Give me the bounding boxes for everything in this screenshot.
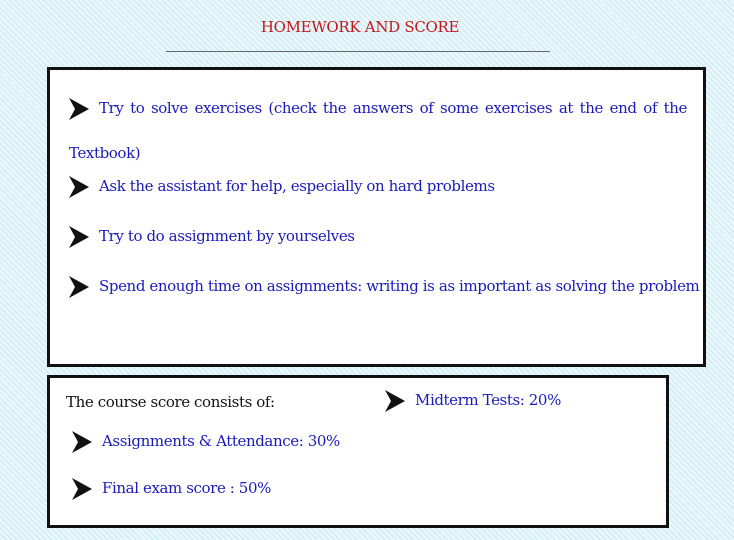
- arrow-bullet-icon: [69, 226, 89, 248]
- homework-box: [47, 67, 706, 367]
- homework-item-4: [69, 276, 699, 298]
- arrow-bullet-icon: [385, 390, 405, 412]
- score-item-midterm: [385, 390, 561, 412]
- homework-item-3-text: Try to do assignment by yourselves: [99, 227, 355, 245]
- score-item-final-text: Final exam score : 50%: [102, 479, 271, 497]
- homework-item-3: [69, 226, 355, 248]
- title-underline: [166, 51, 550, 52]
- score-box: [47, 375, 669, 528]
- score-heading: The course score consists of:: [66, 393, 275, 411]
- arrow-bullet-icon: [72, 431, 92, 453]
- score-item-midterm-text: Midterm Tests: 20%: [415, 391, 561, 409]
- score-item-assignments: [72, 431, 340, 453]
- arrow-bullet-icon: [72, 478, 92, 500]
- arrow-bullet-icon: [69, 98, 89, 120]
- homework-item-4-text: Spend enough time on assignments: writing is as important as solving the problem: [99, 277, 700, 295]
- homework-item-1: [69, 86, 687, 176]
- score-item-assignments-text: Assignments & Attendance: 30%: [102, 432, 340, 450]
- arrow-bullet-icon: [69, 176, 89, 198]
- score-item-final: [72, 478, 271, 500]
- page-title: HOMEWORK AND SCORE: [260, 18, 460, 36]
- homework-item-1-text: Try to solve exercises (check the answers of some exercises at the end of the Textbook): [69, 99, 687, 162]
- arrow-bullet-icon: [69, 276, 89, 298]
- homework-item-2-text: Ask the assistant for help, especially on hard problems: [99, 177, 495, 195]
- homework-item-2: [69, 176, 495, 198]
